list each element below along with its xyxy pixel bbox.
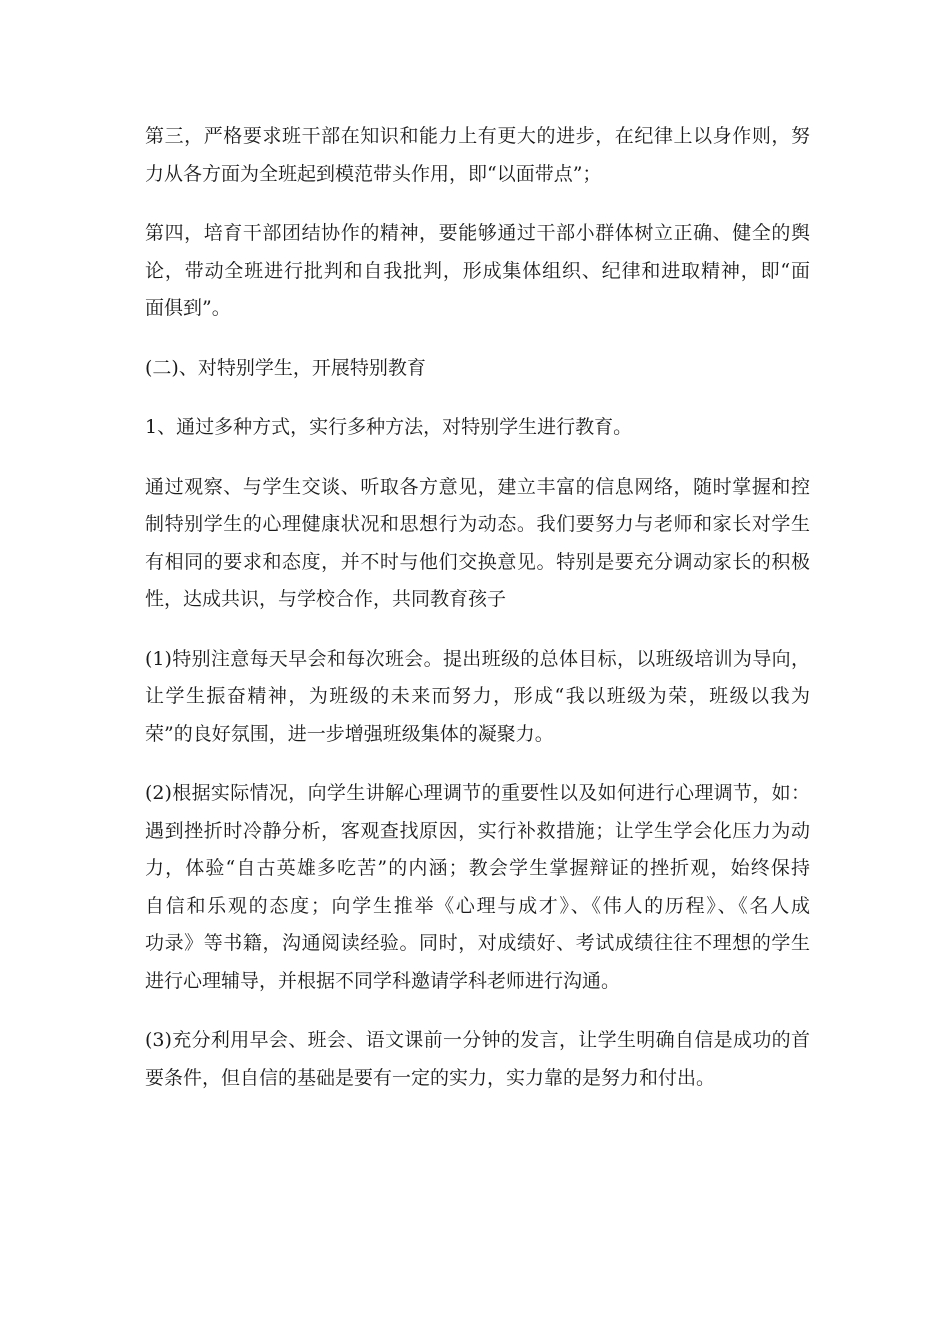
paragraph-item-2 bbox=[145, 775, 810, 1000]
paragraph-cadre-teamwork bbox=[145, 215, 810, 328]
text-line: 力从各方面为全班起到模范带头作用，即“以面带点”； bbox=[145, 162, 602, 185]
text-line: 让学生振奋精神，为班级的未来而努力，形成“我以班级为荣，班级以我为 bbox=[145, 685, 810, 707]
subsection-heading bbox=[145, 409, 810, 447]
text-line: 有相同的要求和态度，并不时与他们交换意见。特别是要充分调动家长的积极 bbox=[145, 550, 810, 573]
text-line: 面俱到”。 bbox=[145, 297, 231, 319]
text-line: (二)、对特别学生，开展特别教育 bbox=[145, 356, 426, 379]
text-line: 力，体验“自古英雄多吃苦”的内涵；教会学生掌握辩证的挫折观，始终保持 bbox=[145, 857, 810, 879]
paragraph-observation bbox=[145, 469, 810, 619]
text-line: 第四，培育干部团结协作的精神，要能够通过干部小群体树立正确、健全的舆 bbox=[145, 222, 810, 244]
text-line: 遇到挫折时冷静分析，客观查找原因，实行补救措施；让学生学会化压力为动 bbox=[145, 819, 810, 842]
text-line: 功录》等书籍，沟通阅读经验。同时，对成绩好、考试成绩往往不理想的学生 bbox=[145, 932, 810, 954]
document-body bbox=[145, 118, 810, 1119]
section-heading bbox=[145, 350, 810, 388]
text-line: 荣”的良好氛围，进一步增强班级集体的凝聚力。 bbox=[145, 722, 554, 745]
text-line: (3)充分利用早会、班会、语文课前一分钟的发言，让学生明确自信是成功的首 bbox=[145, 1029, 810, 1051]
paragraph-item-3 bbox=[145, 1022, 810, 1097]
text-line: 制特别学生的心理健康状况和思想行为动态。我们要努力与老师和家长对学生 bbox=[145, 513, 810, 535]
text-line: 第三，严格要求班干部在知识和能力上有更大的进步，在纪律上以身作则，努 bbox=[145, 125, 810, 147]
text-line: 论，带动全班进行批判和自我批判，形成集体组织、纪律和进取精神，即“面 bbox=[145, 259, 810, 282]
paragraph-cadre-discipline bbox=[145, 118, 810, 193]
text-line: 性，达成共识，与学校合作，共同教育孩子 bbox=[145, 588, 507, 610]
text-line: (2)根据实际情况，向学生讲解心理调节的重要性以及如何进行心理调节，如： bbox=[145, 782, 810, 804]
text-line: 1、通过多种方式，实行多种方法，对特别学生进行教育。 bbox=[145, 416, 633, 438]
text-line: 要条件，但自信的基础是要有一定的实力，实力靠的是努力和付出。 bbox=[145, 1066, 716, 1089]
text-line: (1)特别注意每天早会和每次班会。提出班级的总体目标，以班级培训为导向， bbox=[145, 647, 810, 670]
text-line: 进行心理辅导，并根据不同学科邀请学科老师进行沟通。 bbox=[145, 969, 621, 992]
text-line: 自信和乐观的态度；向学生推举《心理与成才》、《伟人的历程》、《名人成 bbox=[145, 894, 810, 917]
text-line: 通过观察、与学生交谈、听取各方意见，建立丰富的信息网络，随时掌握和控 bbox=[145, 475, 810, 498]
paragraph-item-1 bbox=[145, 641, 810, 754]
